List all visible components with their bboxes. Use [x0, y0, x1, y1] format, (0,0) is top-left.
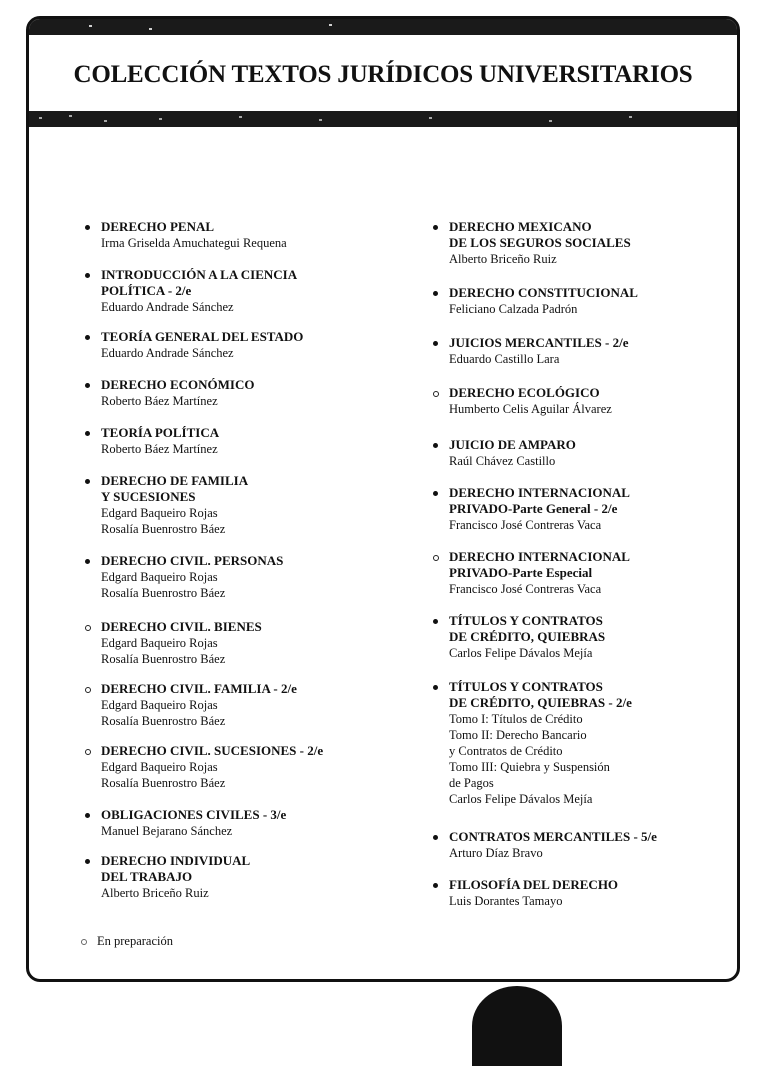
book-authors: Edgard Baqueiro Rojas Rosalía Buenrostro Báez: [101, 570, 226, 600]
bullet-icon: [85, 431, 90, 436]
hollow-bullet-icon: [85, 687, 91, 693]
list-item: [427, 335, 740, 385]
list-item: [427, 549, 740, 613]
book-authors: Humberto Celis Aguilar Álvarez: [449, 402, 612, 416]
list-item: [79, 807, 399, 853]
edition-badge: 2/e: [616, 695, 632, 710]
list-item: [427, 679, 740, 829]
book-title: DERECHO CIVIL. BIENES: [101, 619, 262, 634]
list-item: [427, 485, 740, 549]
book-title: JUICIO DE AMPARO: [449, 437, 576, 452]
bullet-icon: [433, 291, 438, 296]
edition-badge: 2/e: [175, 283, 192, 298]
book-authors: Luis Dorantes Tamayo: [449, 894, 563, 908]
book-title: INTRODUCCIÓN A LA CIENCIA POLÍTICA -: [101, 267, 298, 298]
list-item: [427, 437, 740, 485]
edition-badge: 2/e: [307, 743, 324, 758]
bullet-icon: [85, 559, 90, 564]
book-authors: Alberto Briceño Ruiz: [449, 252, 557, 266]
book-title: FILOSOFÍA DEL DERECHO: [449, 877, 619, 892]
hollow-bullet-icon: [85, 749, 91, 755]
book-authors: Arturo Díaz Bravo: [449, 846, 543, 860]
book-authors: Edgard Baqueiro Rojas Rosalía Buenrostro Báez: [101, 760, 226, 790]
right-column: [427, 219, 740, 917]
book-authors: Roberto Báez Martínez: [101, 394, 218, 408]
book-authors: Raúl Chávez Castillo: [449, 454, 556, 468]
list-item: [427, 829, 740, 877]
book-authors: Edgard Baqueiro Rojas Rosalía Buenrostro Báez: [101, 698, 226, 728]
book-authors: Francisco José Contreras Vaca: [449, 518, 602, 532]
hollow-bullet-icon: [433, 555, 439, 561]
left-column: [79, 219, 399, 909]
book-title: TEORÍA GENERAL DEL ESTADO: [101, 329, 304, 344]
list-item: [427, 877, 740, 917]
book-title: DERECHO MEXICANO DE LOS SEGUROS SOCIALES: [449, 219, 631, 250]
bullet-icon: [433, 443, 438, 448]
bullet-icon: [433, 883, 438, 888]
page-title: COLECCIÓN TEXTOS JURÍDICOS UNIVERSITARIOS: [73, 61, 693, 88]
book-title: DERECHO DE FAMILIA Y SUCESIONES: [101, 473, 249, 504]
list-item: [79, 329, 399, 377]
book-authors: Feliciano Calzada Padrón: [449, 302, 578, 316]
book-title: TÍTULOS Y CONTRATOS DE CRÉDITO, QUIEBRAS: [449, 613, 606, 644]
book-title: CONTRATOS MERCANTILES -: [449, 829, 638, 844]
bullet-icon: [85, 383, 90, 388]
book-title: JUICIOS MERCANTILES -: [449, 335, 610, 350]
list-item: [427, 613, 740, 679]
book-authors: Tomo I: Títulos de Crédito Tomo II: Derecho Bancario y Contratos de Crédito Tomo III: Quiebra y Suspensión de Pagos Carlos Felipe Dávalos Mejía: [449, 712, 610, 806]
list-item: [427, 385, 740, 437]
bullet-icon: [433, 619, 438, 624]
catalog-page: [26, 16, 740, 982]
footnote-text: En preparación: [97, 934, 174, 948]
edition-badge: 2/e: [612, 335, 629, 350]
bullet-icon: [85, 335, 90, 340]
list-item: [79, 681, 399, 743]
footnote: [81, 933, 173, 949]
book-authors: Irma Griselda Amuchategui Requena: [101, 236, 287, 250]
book-title: TÍTULOS Y CONTRATOS DE CRÉDITO, QUIEBRAS -: [449, 679, 613, 710]
book-authors: Eduardo Andrade Sánchez: [101, 300, 234, 314]
hollow-bullet-icon: [85, 625, 91, 631]
book-title: DERECHO ECOLÓGICO: [449, 385, 600, 400]
bullet-icon: [85, 859, 90, 864]
book-title: DERECHO CIVIL. PERSONAS: [101, 553, 284, 568]
hollow-bullet-icon: [433, 391, 439, 397]
bullet-icon: [433, 225, 438, 230]
edition-badge: 5/e: [641, 829, 657, 844]
list-item: [427, 219, 740, 285]
book-title: DERECHO ECONÓMICO: [101, 377, 255, 392]
bullet-icon: [433, 835, 438, 840]
list-item: [79, 553, 399, 619]
book-authors: Eduardo Andrade Sánchez: [101, 346, 234, 360]
book-title: DERECHO INTERNACIONAL PRIVADO-Parte Especial: [449, 549, 630, 580]
list-item: [79, 853, 399, 909]
book-title: DERECHO INDIVIDUAL DEL TRABAJO: [101, 853, 251, 884]
book-authors: Eduardo Castillo Lara: [449, 352, 560, 366]
edition-badge: 2/e: [601, 501, 618, 516]
bullet-icon: [433, 491, 438, 496]
list-item: [79, 473, 399, 553]
hollow-bullet-icon: [81, 939, 87, 945]
bullet-icon: [85, 273, 90, 278]
bullet-icon: [433, 685, 438, 690]
book-authors: Edgard Baqueiro Rojas Rosalía Buenrostro Báez: [101, 506, 226, 536]
edition-badge: 3/e: [270, 807, 287, 822]
book-authors: Manuel Bejarano Sánchez: [101, 824, 233, 838]
list-item: [427, 285, 740, 335]
book-title: OBLIGACIONES CIVILES -: [101, 807, 268, 822]
title-underline-band: [29, 111, 737, 127]
bullet-icon: [85, 479, 90, 484]
book-authors: Roberto Báez Martínez: [101, 442, 218, 456]
book-authors: Edgard Baqueiro Rojas Rosalía Buenrostro Báez: [101, 636, 226, 666]
book-title: DERECHO PENAL: [101, 219, 215, 234]
bullet-icon: [85, 225, 90, 230]
edition-badge: 2/e: [280, 681, 297, 696]
book-title: DERECHO CONSTITUCIONAL: [449, 285, 638, 300]
list-item: [79, 425, 399, 473]
scan-blot: [472, 986, 562, 1066]
list-item: [79, 219, 399, 267]
book-authors: Francisco José Contreras Vaca: [449, 582, 602, 596]
book-authors: Carlos Felipe Dávalos Mejía: [449, 646, 593, 660]
list-item: [79, 743, 399, 807]
list-item: [79, 267, 399, 329]
book-title: DERECHO CIVIL. FAMILIA -: [101, 681, 278, 696]
bullet-icon: [85, 813, 90, 818]
book-title: TEORÍA POLÍTICA: [101, 425, 220, 440]
bullet-icon: [433, 341, 438, 346]
book-title: DERECHO CIVIL. SUCESIONES -: [101, 743, 304, 758]
book-title: DERECHO INTERNACIONAL PRIVADO-Parte General -: [449, 485, 630, 516]
book-authors: Alberto Briceño Ruiz: [101, 886, 209, 900]
top-black-band: [29, 19, 737, 35]
list-item: [79, 619, 399, 681]
list-item: [79, 377, 399, 425]
